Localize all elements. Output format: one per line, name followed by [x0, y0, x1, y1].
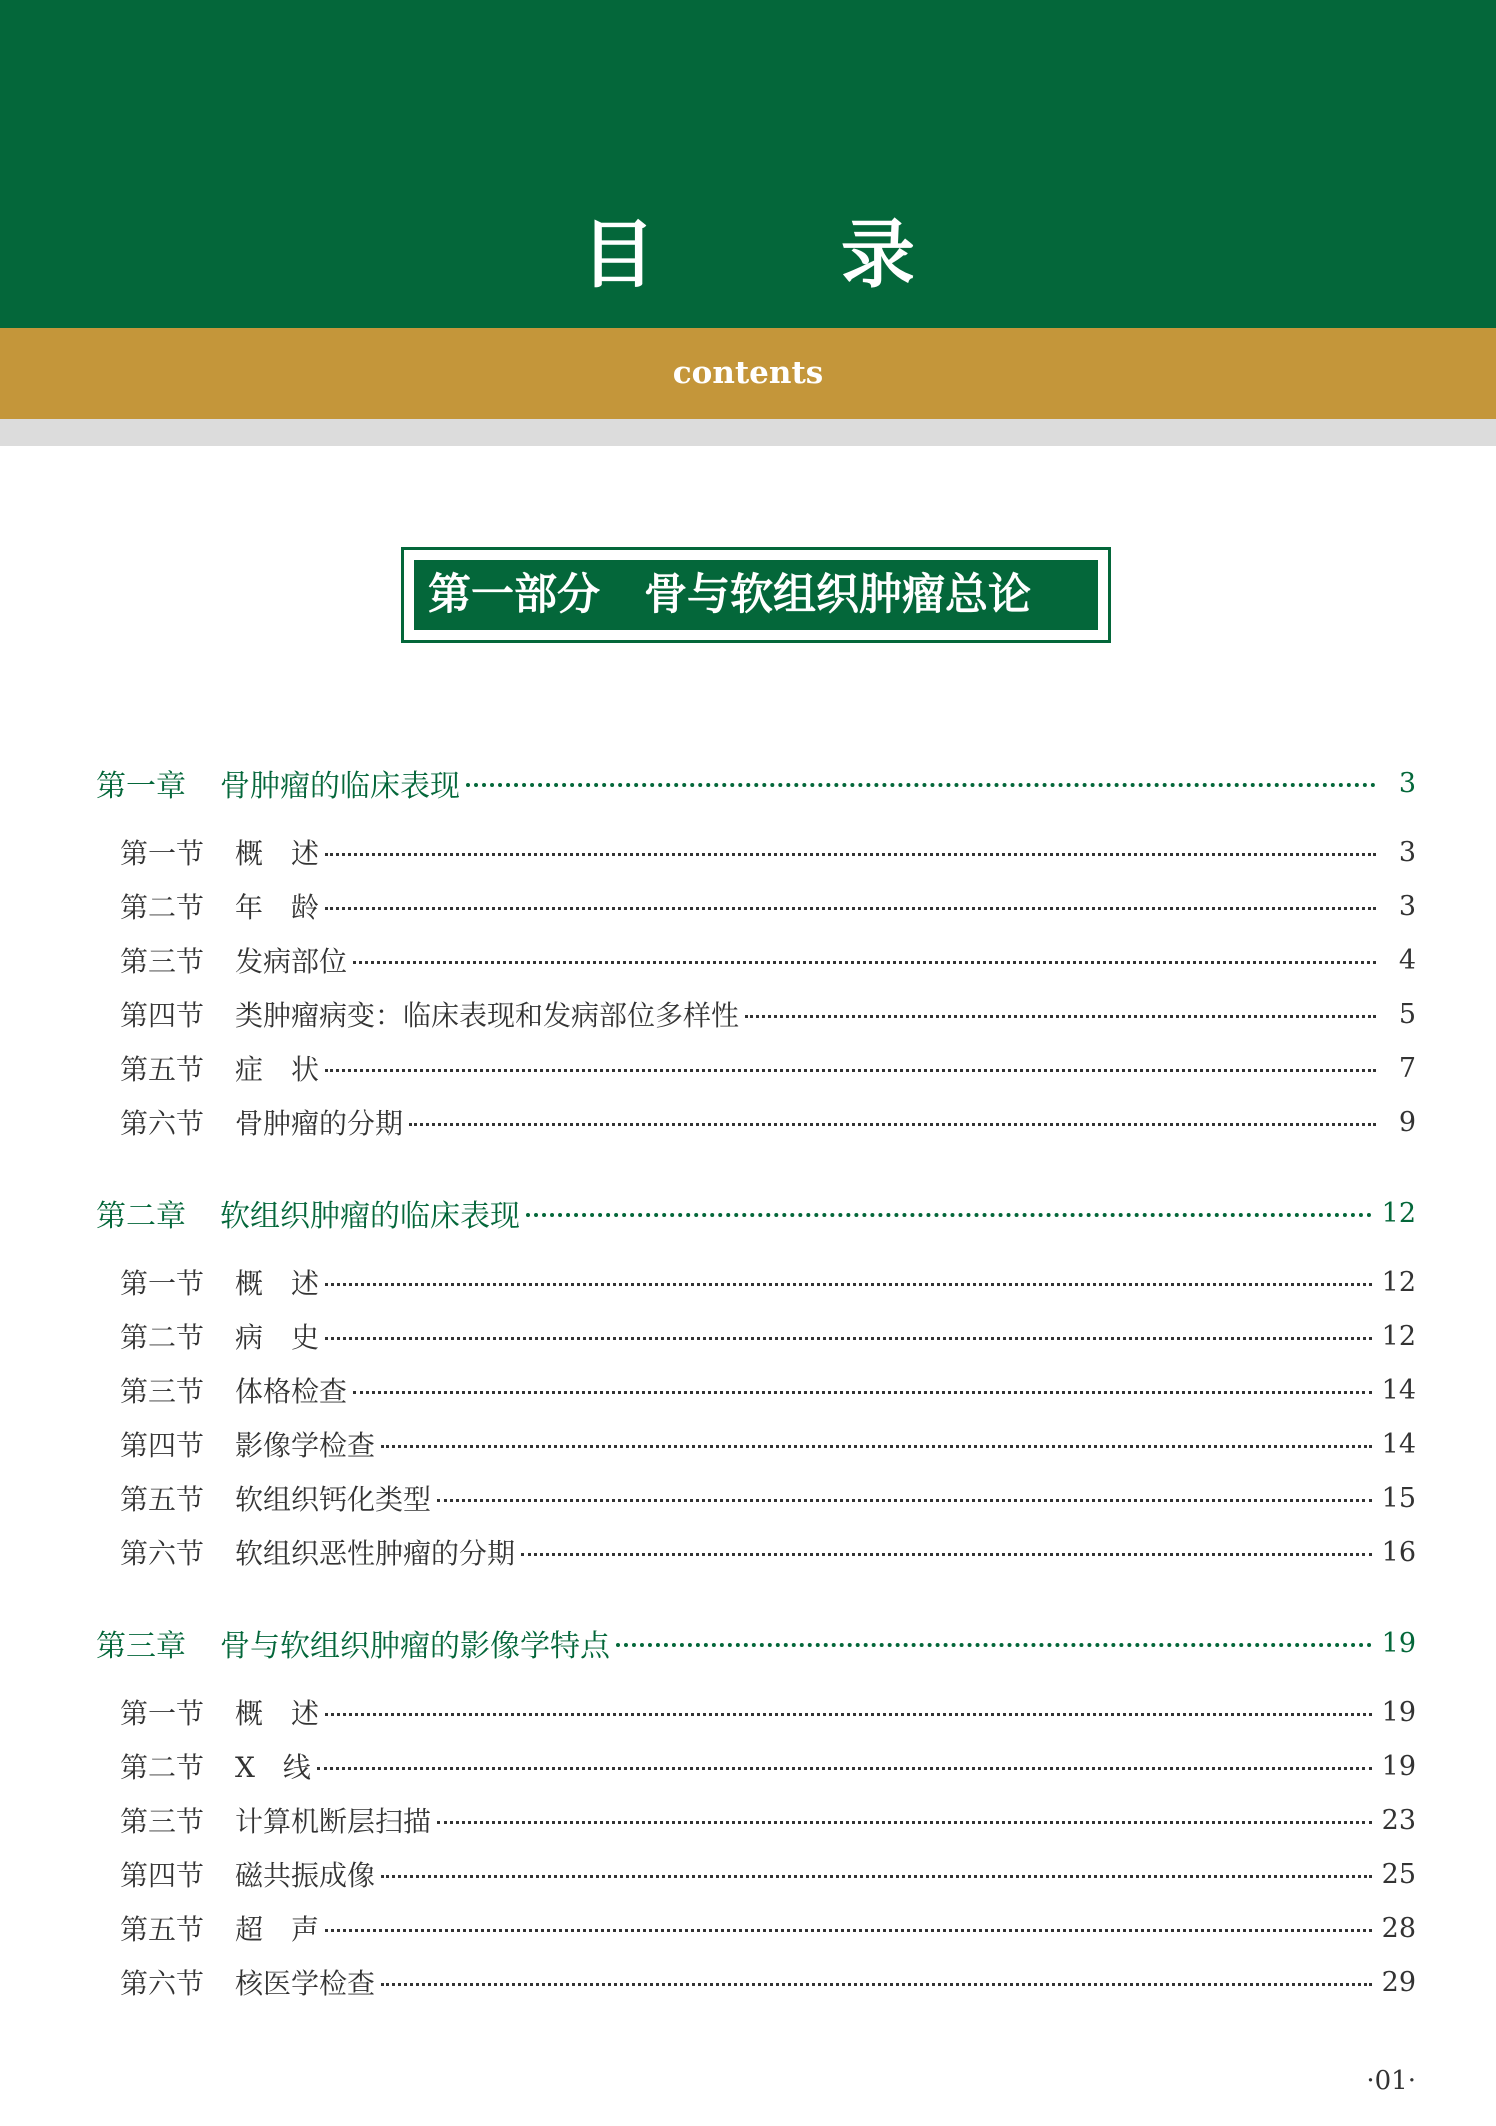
- part-number: 第一部分: [428, 570, 600, 620]
- part-heading-box: [401, 547, 1111, 643]
- section-page-number: 14: [1381, 1428, 1416, 1460]
- section-page-number: 12: [1381, 1320, 1416, 1352]
- toc-section-entry[interactable]: [120, 1908, 1416, 1948]
- section-title: X 线: [235, 1751, 311, 1784]
- section-page-number: 7: [1398, 1052, 1416, 1084]
- page-subtitle: contents: [672, 355, 824, 391]
- dot-leader: [317, 1767, 1372, 1770]
- dot-leader: [325, 1069, 1376, 1072]
- section-page-number: 29: [1381, 1966, 1416, 1998]
- section-title: 软组织钙化类型: [235, 1483, 432, 1516]
- chapter-title: 软组织肿瘤的临床表现: [220, 1199, 520, 1234]
- section-page-number: 3: [1398, 890, 1416, 922]
- chapter-page-number: 3: [1398, 767, 1416, 799]
- dot-leader: [381, 1983, 1372, 1986]
- section-title: 核医学检查: [235, 1967, 376, 2000]
- section-number: 第一节: [120, 1267, 205, 1300]
- dot-leader: [353, 1391, 1372, 1394]
- section-page-number: 19: [1381, 1696, 1416, 1728]
- toc-section-entry[interactable]: [120, 1800, 1416, 1840]
- dot-leader: [437, 1499, 1372, 1502]
- section-page-number: 28: [1381, 1912, 1416, 1944]
- section-number: 第六节: [120, 1537, 205, 1570]
- toc-section-entry[interactable]: [120, 1854, 1416, 1894]
- toc-section-entry[interactable]: [120, 994, 1416, 1034]
- section-number: 第四节: [120, 1429, 205, 1462]
- section-title: 软组织恶性肿瘤的分期: [235, 1537, 516, 1570]
- dot-leader: [526, 1213, 1372, 1217]
- section-title: 发病部位: [235, 945, 348, 978]
- section-page-number: 25: [1381, 1858, 1416, 1890]
- section-page-number: 5: [1398, 998, 1416, 1030]
- section-number: 第一节: [120, 1697, 205, 1730]
- section-number: 第二节: [120, 1751, 205, 1784]
- section-title: 概 述: [235, 837, 320, 870]
- toc-section-entry[interactable]: [120, 1478, 1416, 1518]
- dot-leader: [437, 1821, 1372, 1824]
- header-gray-strip: [0, 419, 1496, 446]
- section-number: 第三节: [120, 945, 205, 978]
- dot-leader: [325, 1929, 1372, 1932]
- dot-leader: [325, 1337, 1372, 1340]
- section-page-number: 16: [1381, 1536, 1416, 1568]
- section-page-number: 12: [1381, 1266, 1416, 1298]
- dot-leader: [409, 1123, 1376, 1126]
- section-number: 第三节: [120, 1805, 205, 1838]
- dot-leader: [325, 1283, 1372, 1286]
- section-title: 骨肿瘤的分期: [235, 1107, 404, 1140]
- chapter-title: 骨与软组织肿瘤的影像学特点: [220, 1629, 610, 1664]
- chapter-page-number: 12: [1381, 1197, 1416, 1229]
- chapter-number: 第一章: [96, 769, 186, 804]
- section-page-number: 14: [1381, 1374, 1416, 1406]
- toc-section-entry[interactable]: [120, 1048, 1416, 1088]
- section-title: 类肿瘤病变：临床表现和发病部位多样性: [235, 999, 740, 1032]
- dot-leader: [325, 1713, 1372, 1716]
- section-page-number: 4: [1398, 944, 1416, 976]
- section-title: 超 声: [235, 1913, 320, 1946]
- section-title: 磁共振成像: [235, 1859, 376, 1892]
- chapter-page-number: 19: [1381, 1627, 1416, 1659]
- section-title: 体格检查: [235, 1375, 348, 1408]
- toc-section-entry[interactable]: [120, 1962, 1416, 2002]
- section-number: 第四节: [120, 999, 205, 1032]
- chapter-number: 第二章: [96, 1199, 186, 1234]
- toc-section-entry[interactable]: [120, 1532, 1416, 1572]
- section-number: 第六节: [120, 1967, 205, 2000]
- section-page-number: 15: [1381, 1482, 1416, 1514]
- toc-section-entry[interactable]: [120, 886, 1416, 926]
- part-title: 骨与软组织肿瘤总论: [644, 570, 1031, 620]
- section-title: 病 史: [235, 1321, 320, 1354]
- section-title: 计算机断层扫描: [235, 1805, 432, 1838]
- toc-section-entry[interactable]: [120, 1370, 1416, 1410]
- section-number: 第五节: [120, 1053, 205, 1086]
- dot-leader: [325, 907, 1376, 910]
- section-number: 第二节: [120, 1321, 205, 1354]
- toc-section-entry[interactable]: [120, 1746, 1416, 1786]
- section-page-number: 3: [1398, 836, 1416, 868]
- section-number: 第二节: [120, 891, 205, 924]
- section-number: 第六节: [120, 1107, 205, 1140]
- chapter-number: 第三章: [96, 1629, 186, 1664]
- dot-leader: [381, 1445, 1372, 1448]
- toc-section-entry[interactable]: [120, 940, 1416, 980]
- section-number: 第一节: [120, 837, 205, 870]
- toc-chapter-entry[interactable]: [96, 763, 1416, 803]
- section-title: 概 述: [235, 1267, 320, 1300]
- section-number: 第五节: [120, 1913, 205, 1946]
- toc-section-entry[interactable]: [120, 1262, 1416, 1302]
- section-number: 第三节: [120, 1375, 205, 1408]
- toc-chapter-entry[interactable]: [96, 1193, 1416, 1233]
- toc-section-entry[interactable]: [120, 1692, 1416, 1732]
- toc-section-entry[interactable]: [120, 1424, 1416, 1464]
- section-number: 第五节: [120, 1483, 205, 1516]
- chapter-title: 骨肿瘤的临床表现: [220, 769, 460, 804]
- section-page-number: 23: [1381, 1804, 1416, 1836]
- toc-section-entry[interactable]: [120, 832, 1416, 872]
- part-heading: [414, 560, 1098, 630]
- toc-section-entry[interactable]: [120, 1316, 1416, 1356]
- section-number: 第四节: [120, 1859, 205, 1892]
- dot-leader: [325, 853, 1376, 856]
- footer-page-number: ·01·: [1366, 2066, 1416, 2096]
- dot-leader: [616, 1643, 1372, 1647]
- section-title: 概 述: [235, 1697, 320, 1730]
- dot-leader: [466, 783, 1376, 787]
- dot-leader: [745, 1015, 1376, 1018]
- dot-leader: [381, 1875, 1372, 1878]
- section-title: 影像学检查: [235, 1429, 376, 1462]
- dot-leader: [353, 961, 1376, 964]
- section-page-number: 19: [1381, 1750, 1416, 1782]
- page-title: 目 录: [581, 212, 995, 298]
- dot-leader: [521, 1553, 1372, 1556]
- section-title: 症 状: [235, 1053, 320, 1086]
- toc-section-entry[interactable]: [120, 1102, 1416, 1142]
- toc-chapter-entry[interactable]: [96, 1623, 1416, 1663]
- section-title: 年 龄: [235, 891, 320, 924]
- section-page-number: 9: [1398, 1106, 1416, 1138]
